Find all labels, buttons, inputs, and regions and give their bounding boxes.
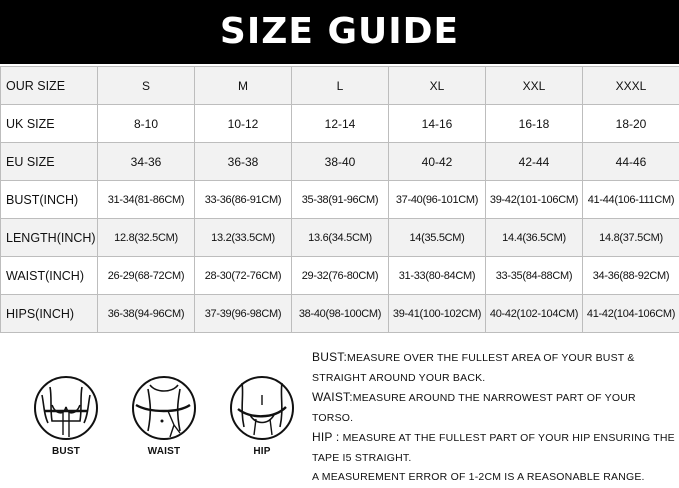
table-cell: 41-42(104-106CM) (583, 295, 679, 333)
table-cell: 40-42 (389, 143, 486, 181)
table-cell: 36-38 (195, 143, 292, 181)
size-table (0, 66, 679, 333)
table-cell: 13.2(33.5CM) (195, 219, 292, 257)
waist-label: WAIST (128, 446, 200, 457)
measurement-notes (312, 348, 676, 488)
bust-note-text: MEASURE OVER THE FULLEST AREA OF YOUR BUST & STRAIGHT AROUND YOUR BACK. (312, 352, 635, 384)
bust-note (312, 348, 676, 388)
waist-illustration (128, 375, 200, 441)
row-label: BUST(INCH) (1, 181, 98, 219)
table-cell: XL (389, 67, 486, 105)
table-cell: 34-36 (98, 143, 195, 181)
table-row (1, 105, 679, 143)
table-cell: 14-16 (389, 105, 486, 143)
table-cell: 39-41(100-102CM) (389, 295, 486, 333)
bust-term: BUST: (312, 350, 347, 364)
hip-label: HIP (226, 446, 298, 457)
table-row (1, 181, 679, 219)
table-cell: 26-29(68-72CM) (98, 257, 195, 295)
row-label: WAIST(INCH) (1, 257, 98, 295)
row-label: UK SIZE (1, 105, 98, 143)
table-cell: 14.8(37.5CM) (583, 219, 679, 257)
hip-term: HIP : (312, 430, 339, 444)
page-title: SIZE GUIDE (220, 14, 459, 50)
table-cell: 14(35.5CM) (389, 219, 486, 257)
table-row (1, 257, 679, 295)
table-cell: 28-30(72-76CM) (195, 257, 292, 295)
table-cell: 8-10 (98, 105, 195, 143)
error-note: A MEASUREMENT ERROR OF 1-2CM IS A REASONABLE RANGE. (312, 468, 676, 488)
table-cell: 44-46 (583, 143, 679, 181)
waist-term: WAIST: (312, 390, 353, 404)
table-cell: 12.8(32.5CM) (98, 219, 195, 257)
table-cell: 29-32(76-80CM) (292, 257, 389, 295)
table-cell: 16-18 (486, 105, 583, 143)
table-cell: 33-36(86-91CM) (195, 181, 292, 219)
table-row (1, 219, 679, 257)
table-cell: L (292, 67, 389, 105)
table-cell: XXL (486, 67, 583, 105)
table-cell: 41-44(106-111CM) (583, 181, 679, 219)
table-cell: 39-42(101-106CM) (486, 181, 583, 219)
row-label: EU SIZE (1, 143, 98, 181)
waist-note (312, 388, 676, 428)
hip-note-text: MEASURE AT THE FULLEST PART OF YOUR HIP ENSURING THE TAPE I5 STRAIGHT. (312, 432, 675, 464)
table-cell: 40-42(102-104CM) (486, 295, 583, 333)
table-cell: 33-35(84-88CM) (486, 257, 583, 295)
table-cell: S (98, 67, 195, 105)
table-cell: 13.6(34.5CM) (292, 219, 389, 257)
table-row (1, 67, 679, 105)
waist-note-text: MEASURE AROUND THE NARROWEST PART OF YOUR TORSO. (312, 392, 636, 424)
table-row (1, 143, 679, 181)
title-banner (0, 0, 679, 64)
hip-illustration (226, 375, 298, 441)
table-row (1, 295, 679, 333)
table-cell: 31-33(80-84CM) (389, 257, 486, 295)
table-cell: 37-39(96-98CM) (195, 295, 292, 333)
hip-note (312, 428, 676, 468)
bust-label: BUST (30, 446, 102, 457)
table-cell: 31-34(81-86CM) (98, 181, 195, 219)
table-cell: 38-40(98-100CM) (292, 295, 389, 333)
table-cell: 38-40 (292, 143, 389, 181)
table-cell: 35-38(91-96CM) (292, 181, 389, 219)
table-cell: 34-36(88-92CM) (583, 257, 679, 295)
table-cell: 42-44 (486, 143, 583, 181)
row-label: LENGTH(INCH) (1, 219, 98, 257)
row-label: HIPS(INCH) (1, 295, 98, 333)
table-cell: 18-20 (583, 105, 679, 143)
table-cell: M (195, 67, 292, 105)
table-cell: 12-14 (292, 105, 389, 143)
table-cell: XXXL (583, 67, 679, 105)
table-cell: 14.4(36.5CM) (486, 219, 583, 257)
table-cell: 37-40(96-101CM) (389, 181, 486, 219)
row-label: OUR SIZE (1, 67, 98, 105)
bust-illustration (30, 375, 102, 441)
table-cell: 36-38(94-96CM) (98, 295, 195, 333)
table-cell: 10-12 (195, 105, 292, 143)
